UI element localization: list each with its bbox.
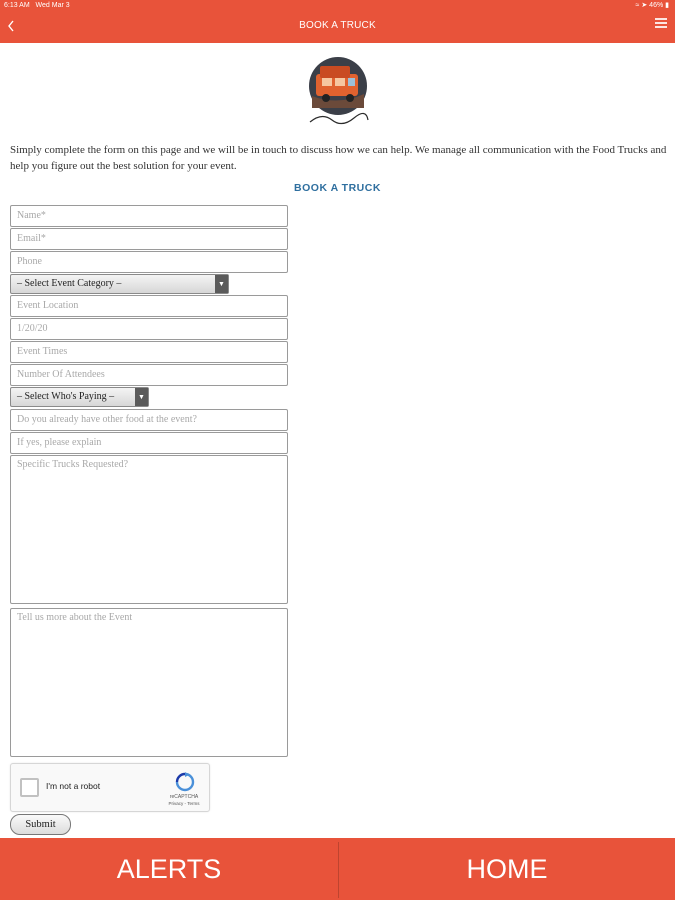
event-category-value: – Select Event Category – — [17, 278, 122, 289]
name-field[interactable]: Name* — [10, 205, 288, 227]
event-location-field[interactable]: Event Location — [10, 295, 288, 317]
who-paying-value: – Select Who's Paying – — [17, 391, 115, 402]
brand-logo — [302, 56, 374, 130]
status-right — [636, 0, 669, 12]
phone-field[interactable]: Phone — [10, 251, 288, 273]
chevron-down-icon: ▼ — [135, 388, 148, 406]
who-paying-select[interactable] — [10, 387, 149, 407]
status-bar — [0, 0, 675, 12]
menu-button[interactable] — [655, 18, 667, 30]
wifi-icon: ≈ — [635, 2, 640, 9]
email-field[interactable]: Email* — [10, 228, 288, 250]
status-time: 6:13 AM — [4, 2, 30, 9]
recaptcha-label: I'm not a robot — [46, 781, 101, 791]
recaptcha-checkbox[interactable] — [20, 778, 39, 797]
battery-icon: ▮ — [665, 2, 669, 9]
tab-home[interactable]: HOME — [466, 854, 548, 884]
status-date: Wed Mar 3 — [35, 2, 70, 9]
book-a-truck-link[interactable]: BOOK A TRUCK — [294, 182, 381, 194]
event-times-field[interactable]: Event Times — [10, 341, 288, 363]
attendees-field[interactable]: Number Of Attendees — [10, 364, 288, 386]
status-left — [4, 0, 70, 12]
event-category-select[interactable] — [10, 274, 229, 294]
intro-text: Simply complete the form on this page and we will be in touch to discuss how we can help. We manage all communication with the Food Trucks and help you figure out the best solution for your event. — [10, 144, 667, 172]
location-icon: ➤ — [641, 2, 648, 9]
trucks-requested-textarea[interactable]: Specific Trucks Requested? — [10, 455, 288, 604]
event-details-textarea[interactable]: Tell us more about the Event — [10, 608, 288, 757]
chevron-down-icon: ▼ — [215, 275, 228, 293]
explain-field[interactable]: If yes, please explain — [10, 432, 288, 454]
hamburger-menu-icon — [655, 18, 667, 28]
other-food-field[interactable]: Do you already have other food at the event? — [10, 409, 288, 431]
recaptcha-brand: reCAPTCHA — [169, 794, 199, 800]
submit-button[interactable]: Submit — [10, 814, 71, 835]
status-battery: 46% — [649, 2, 664, 9]
tab-alerts[interactable]: ALERTS — [116, 854, 222, 884]
food-truck-logo-icon — [302, 56, 374, 130]
recaptcha-widget — [10, 763, 210, 812]
header-bar — [0, 0, 675, 43]
bottom-tab-bar — [0, 838, 675, 900]
page-title: BOOK A TRUCK — [299, 20, 376, 31]
recaptcha-icon — [172, 772, 198, 792]
recaptcha-links[interactable]: Privacy - Terms — [168, 801, 200, 806]
event-date-field[interactable]: 1/20/20 — [10, 318, 288, 340]
